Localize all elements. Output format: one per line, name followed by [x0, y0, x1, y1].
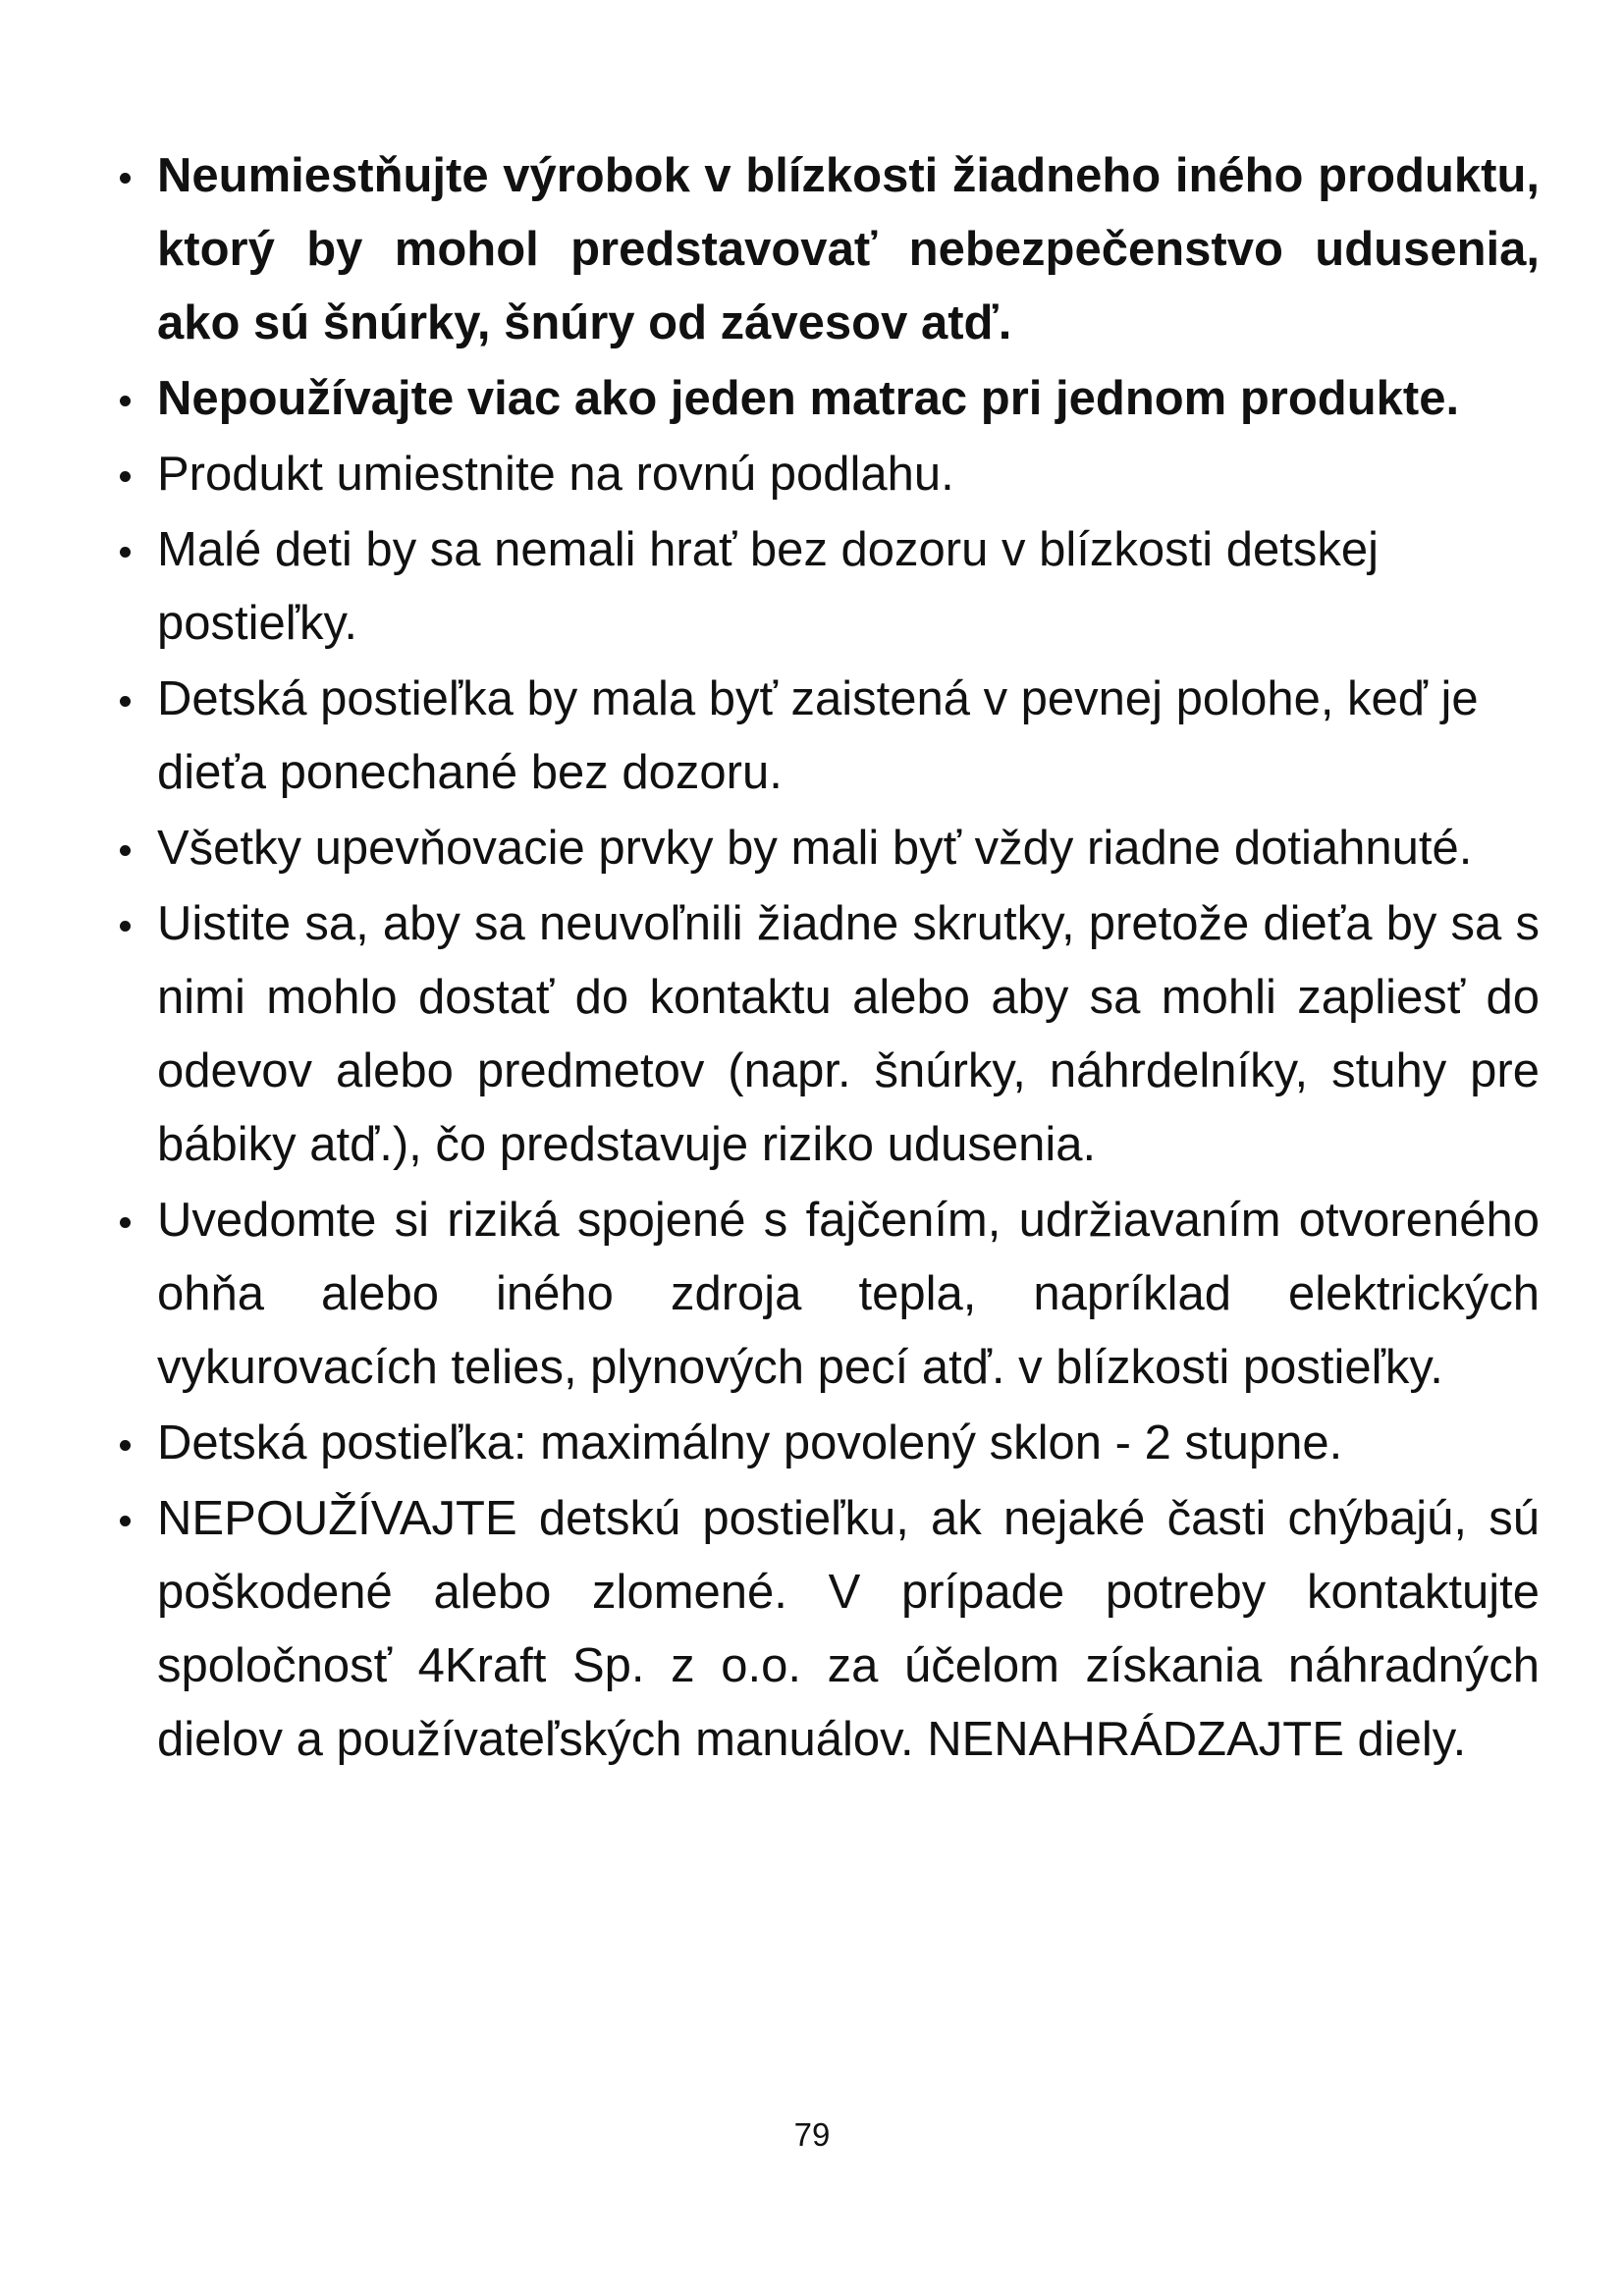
- list-item-text: Uistite sa, aby sa neuvoľnili žiadne skrutky, pretože dieťa by sa s nimi mohlo dostať do kontaktu alebo aby sa mohli zapliesť do odevov alebo predmetov (napr. šnúrky, náhrdelníky, stuhy pre bábiky atď.), čo predstavuje riziko udusenia.: [157, 897, 1540, 1171]
- list-item: [116, 513, 1540, 661]
- list-item-text: Malé deti by sa nemali hrať bez dozoru v blízkosti detskej postieľky.: [157, 523, 1379, 650]
- safety-bullet-list: [116, 139, 1540, 1779]
- list-item: [116, 362, 1540, 436]
- list-item-text: Neumiestňujte výrobok v blízkosti žiadneho iného produktu, ktorý by mohol predstavovať nebezpečenstvo udusenia, ako sú šnúrky, šnúry od závesov atď.: [157, 149, 1540, 349]
- list-item: [116, 139, 1540, 360]
- bullet-icon: [116, 812, 135, 885]
- bullet-icon: [116, 1482, 135, 1556]
- list-item-text: Všetky upevňovacie prvky by mali byť vždy riadne dotiahnuté.: [157, 822, 1473, 875]
- list-item: [116, 887, 1540, 1182]
- bullet-icon: [116, 1407, 135, 1480]
- bullet-icon: [116, 1184, 135, 1257]
- list-item-text: Produkt umiestnite na rovnú podlahu.: [157, 448, 954, 501]
- list-item-text: NEPOUŽÍVAJTE detskú postieľku, ak nejaké časti chýbajú, sú poškodené alebo zlomené. V prípade potreby kontaktujte spoločnosť 4Kraft Sp. z o.o. za účelom získania náhradných dielov a používateľských manuálov. NENAHRÁDZAJTE diely.: [157, 1492, 1540, 1766]
- list-item-text: Nepoužívajte viac ako jeden matrac pri jednom produkte.: [157, 372, 1460, 425]
- bullet-icon: [116, 362, 135, 436]
- bullet-icon: [116, 139, 135, 213]
- list-item: [116, 663, 1540, 810]
- bullet-icon: [116, 513, 135, 587]
- list-item: [116, 438, 1540, 511]
- list-item: [116, 1184, 1540, 1405]
- list-item-text: Uvedomte si riziká spojené s fajčením, udržiavaním otvoreného ohňa alebo iného zdroja tepla, napríklad elektrických vykurovacích telies, plynových pecí atď. v blízkosti postieľky.: [157, 1194, 1540, 1394]
- list-item-text: Detská postieľka: maximálny povolený sklon - 2 stupne.: [157, 1416, 1343, 1469]
- bullet-icon: [116, 438, 135, 511]
- list-item: [116, 812, 1540, 885]
- page-number: 79: [793, 2116, 831, 2153]
- list-item: [116, 1482, 1540, 1777]
- bullet-icon: [116, 663, 135, 736]
- bullet-icon: [116, 887, 135, 961]
- list-item-text: Detská postieľka by mala byť zaistená v pevnej polohe, keď je dieťa ponechané bez dozoru.: [157, 672, 1479, 799]
- list-item: [116, 1407, 1540, 1480]
